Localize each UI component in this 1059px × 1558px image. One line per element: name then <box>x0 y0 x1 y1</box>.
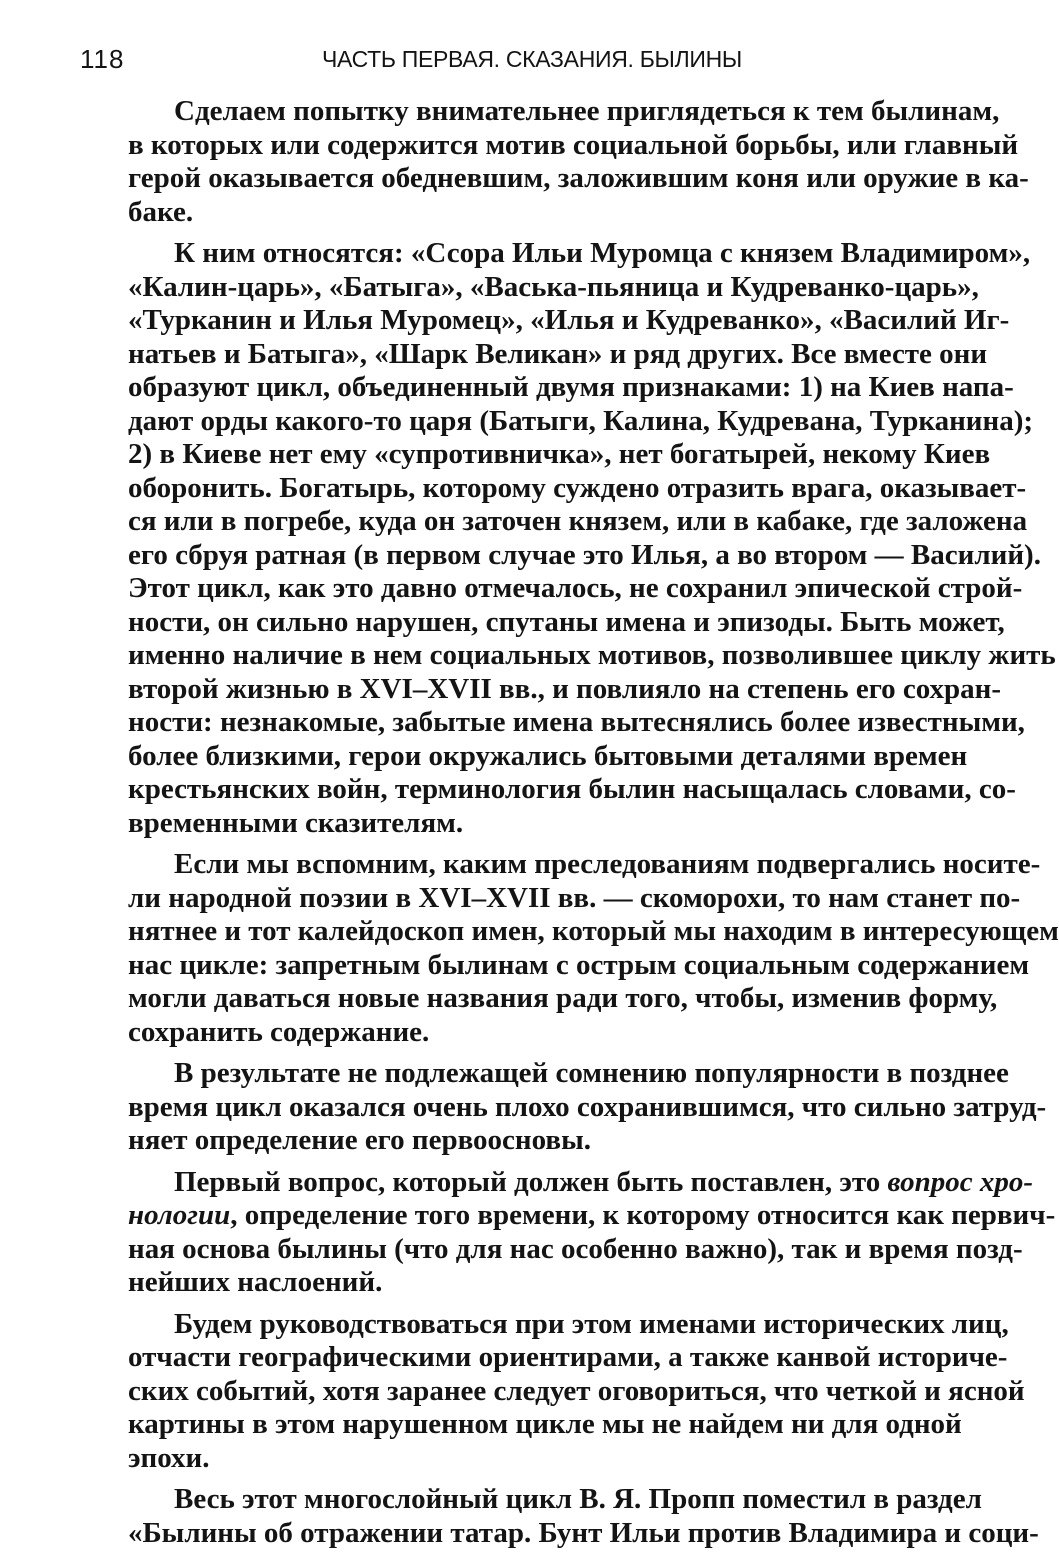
text-line: эпохи. <box>128 1441 210 1474</box>
text-line: временными сказителям. <box>128 806 464 839</box>
text-run: , определение того времени, к которому относится как первич- <box>230 1199 1056 1231</box>
text-line: более близкими, герои окружались бытовыми деталями времен <box>128 739 968 772</box>
italic-term: вопрос хро- <box>887 1165 1033 1198</box>
text-line: герой оказывается обедневшим, заложившим коня или оружие в ка- <box>128 162 1029 194</box>
text-line: Сделаем попытку внимательнее приглядеться к тем былинам, <box>174 95 1000 127</box>
text-line: ли народной поэзии в XVI–XVII вв. — скоморохи, то нам станет по- <box>128 881 1021 914</box>
text-line: в которых или содержится мотив социальной борьбы, или главный <box>128 128 1019 161</box>
text-line: дают орды какого-то царя (Батыги, Калина, Кудревана, Турканина); <box>128 404 1034 437</box>
text-line: Этот цикл, как это давно отмечалось, не сохранил эпической строй- <box>128 572 1023 604</box>
text-line <box>82 1199 1056 1233</box>
running-head <box>80 44 930 78</box>
paragraph <box>82 1057 1047 1158</box>
text-line: именно наличие в нем социальных мотивов, позволившее циклу жить <box>128 639 1056 671</box>
text-line: ная основа былины (что для нас особенно важно), так и время позд- <box>128 1232 1023 1265</box>
text-run: Первый вопрос, который должен быть поставлен, это <box>174 1165 888 1198</box>
text-line: Весь этот многослойный цикл В. Я. Пропп поместил в раздел <box>174 1483 982 1515</box>
text-line: время цикл оказался очень плохо сохранившимся, что сильно затруд- <box>128 1090 1047 1123</box>
text-line: могли даваться новые названия ради того, чтобы, изменив форму, <box>128 982 998 1014</box>
text-line: его сбруя ратная (в первом случае это Илья, а во втором — Василий). <box>128 538 1041 571</box>
text-line: В результате не подлежащей сомнению популярности в позднее <box>174 1057 1009 1089</box>
paragraph <box>82 95 1029 229</box>
text-line: натьев и Батыга», «Шарк Великан» и ряд других. Все вместе они <box>128 337 988 370</box>
body-text <box>82 95 1059 1558</box>
text-line: ности, он сильно нарушен, спутаны имена и эпизоды. Быть может, <box>128 605 1005 638</box>
paragraph <box>82 1307 1025 1476</box>
paragraph <box>82 1165 1056 1300</box>
text-line <box>82 1165 1033 1200</box>
paragraph <box>82 848 1059 1049</box>
text-line: картины в этом нарушенном цикле мы не найдем ни для одной <box>128 1408 962 1440</box>
text-line: 2) в Киеве нет ему «супротивничка», нет богатырей, некому Киев <box>128 438 991 470</box>
text-line: Если мы вспомним, каким преследованиям подвергались носите- <box>174 848 1041 880</box>
text-line: образуют цикл, объединенный двумя признаками: 1) на Киев напа- <box>128 371 1014 403</box>
text-line: нятнее и тот калейдоскоп имен, который мы находим в интересующем <box>128 915 1059 947</box>
page-number: 118 <box>80 44 125 74</box>
text-line: Будем руководствоваться при этом именами исторических лиц, <box>174 1307 1009 1340</box>
running-head-title: ЧАСТЬ ПЕРВАЯ. СКАЗАНИЯ. БЫЛИНЫ <box>322 46 742 72</box>
text-line: няет определение его первоосновы. <box>128 1124 591 1156</box>
italic-term: нологии <box>128 1199 231 1231</box>
paragraph <box>82 1483 1039 1550</box>
text-line: «Турканин и Илья Муромец», «Илья и Кудреванко», «Василий Иг- <box>128 304 1010 336</box>
text-line: К ним относятся: «Ссора Ильи Муромца с князем Владимиром», <box>174 237 1031 269</box>
text-line: оборонить. Богатырь, которому суждено отразить врага, оказывает- <box>128 471 1027 504</box>
paragraph <box>82 237 1056 840</box>
text-line: ности: незнакомые, забытые имена вытеснялись более известными, <box>128 706 1025 738</box>
text-line: баке. <box>128 195 194 228</box>
text-line: ских событий, хотя заранее следует оговориться, что четкой и ясной <box>128 1374 1025 1407</box>
text-line: ся или в погребе, куда он заточен князем, или в кабаке, где заложена <box>128 505 1028 537</box>
text-line: второй жизнью в XVI–XVII вв., и повлияло на степень его сохран- <box>128 672 1002 705</box>
text-line: «Калин-царь», «Батыга», «Васька-пьяница и Кудреванко-царь», <box>128 270 979 303</box>
text-line: отчасти географическими ориентирами, а также канвой историче- <box>128 1341 1008 1373</box>
text-line: нейших наслоений. <box>128 1266 383 1298</box>
text-line: «Былины об отражении татар. Бунт Ильи против Владимира и соци- <box>128 1516 1039 1549</box>
text-line: нас цикле: запретным былинам с острым социальным содержанием <box>128 948 1030 981</box>
text-line: крестьянских войн, терминология былин насыщалась словами, со- <box>128 773 1016 805</box>
text-line: сохранить содержание. <box>128 1015 430 1048</box>
